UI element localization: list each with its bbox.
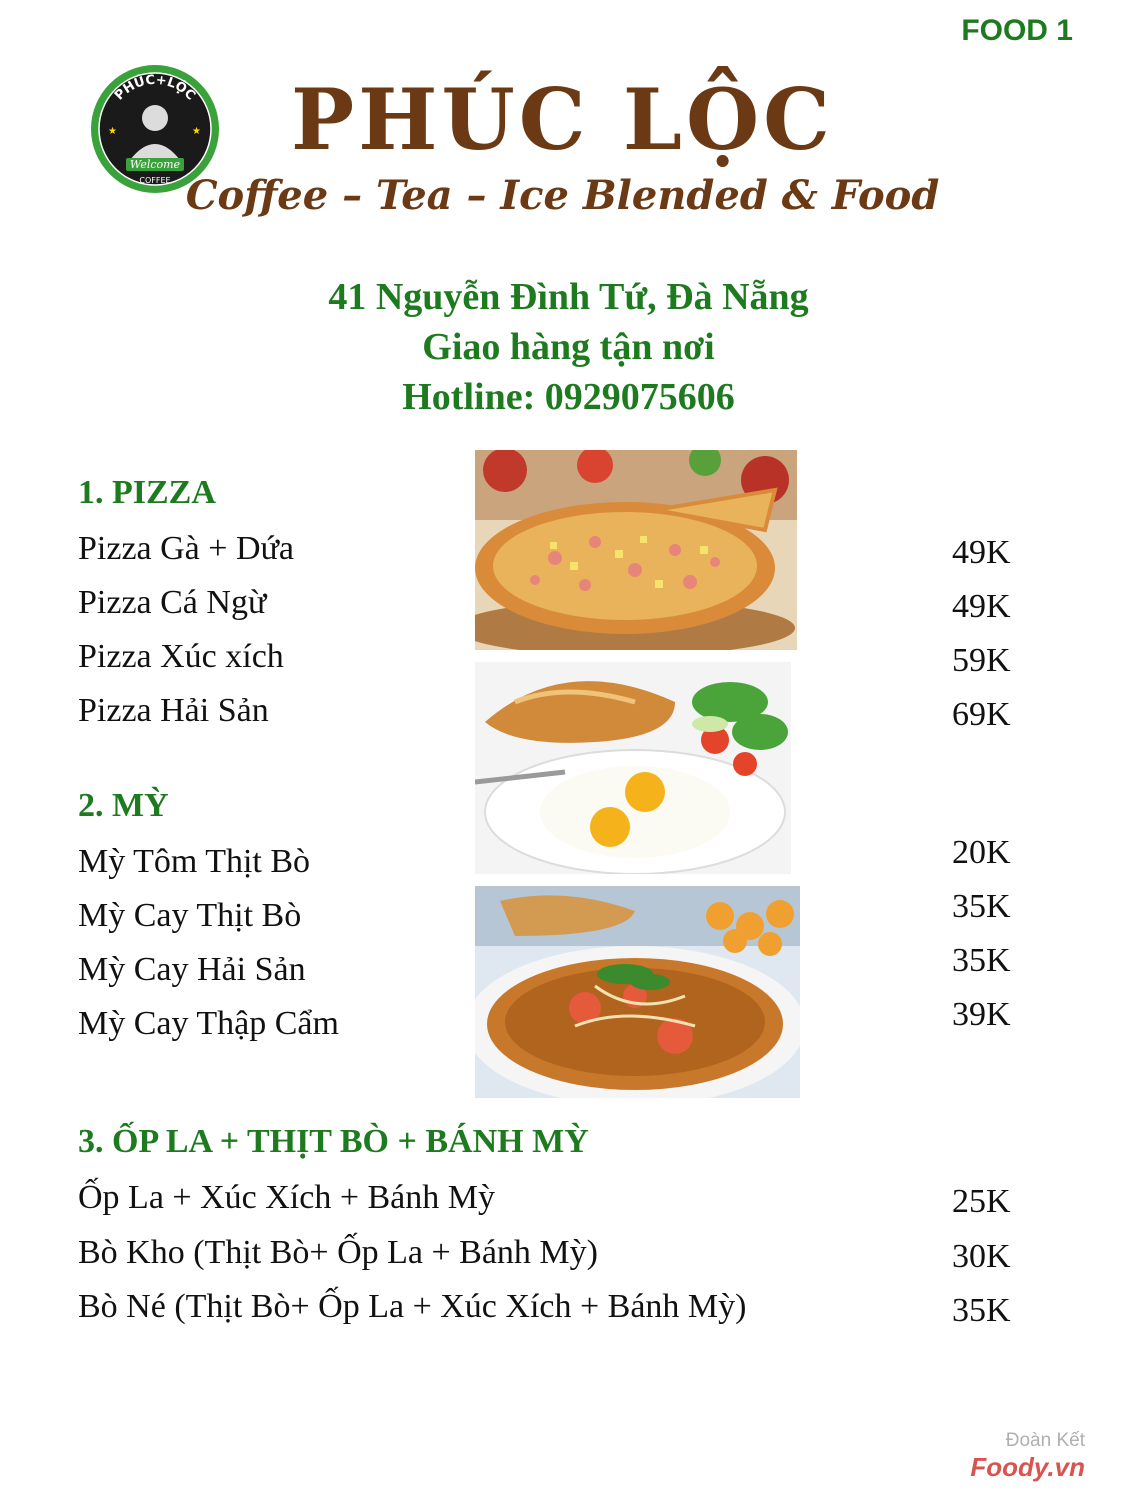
- logo-bottom-text: COFFEE: [139, 176, 171, 185]
- menu-item-price: 35K: [952, 1292, 1011, 1329]
- address: 41 Nguyễn Đình Tứ, Đà Nẵng: [328, 276, 809, 318]
- section-title-noodles: 2. MỲ: [78, 787, 169, 824]
- egg-bread-photo: [475, 662, 791, 874]
- hotline: Hotline: 0929075606: [402, 376, 735, 418]
- section-title-egg-beef-bread: 3. ỐP LA + THỊT BÒ + BÁNH MỲ: [78, 1123, 589, 1160]
- watermark-line1: Đoàn Kết: [1005, 1430, 1085, 1451]
- svg-text:★: ★: [192, 126, 201, 137]
- menu-item-price: 35K: [952, 942, 1011, 979]
- menu-item-name: Bò Né (Thịt Bò+ Ốp La + Xúc Xích + Bánh Mỳ): [78, 1288, 747, 1325]
- menu-item-name: Bò Kho (Thịt Bò+ Ốp La + Bánh Mỳ): [78, 1234, 598, 1271]
- svg-text:★: ★: [108, 126, 117, 137]
- menu-item-name: Mỳ Cay Thịt Bò: [78, 897, 302, 934]
- menu-item-price: 49K: [952, 588, 1011, 625]
- menu-item-name: Mỳ Tôm Thịt Bò: [78, 843, 311, 880]
- menu-item-price: 39K: [952, 996, 1011, 1033]
- brand-tagline: Coffee – Tea – Ice Blended & Food: [185, 172, 940, 219]
- menu-item-price: 49K: [952, 534, 1011, 571]
- page-label: FOOD 1: [961, 14, 1073, 47]
- watermark-line2: Foody.vn: [970, 1452, 1085, 1482]
- section-title-pizza: 1. PIZZA: [78, 474, 216, 511]
- menu-item-name: Pizza Hải Sản: [78, 692, 269, 729]
- delivery-note: Giao hàng tận nơi: [422, 326, 715, 368]
- menu-item-price: 30K: [952, 1238, 1011, 1275]
- menu-item-price: 59K: [952, 642, 1011, 679]
- foody-watermark: [970, 1430, 1085, 1483]
- menu-item-price: 25K: [952, 1183, 1011, 1220]
- menu-item-name: Pizza Cá Ngừ: [78, 584, 267, 621]
- logo-top-text: PHÚC+LỘC: [111, 72, 199, 104]
- noodle-soup-photo: [475, 886, 800, 1098]
- pizza-photo: [475, 450, 797, 650]
- menu-item-name: Pizza Gà + Dứa: [78, 530, 295, 567]
- menu-item-price: 20K: [952, 834, 1011, 871]
- menu-item-name: Mỳ Cay Thập Cẩm: [78, 1005, 339, 1042]
- menu-item-name: Ốp La + Xúc Xích + Bánh Mỳ: [78, 1179, 495, 1216]
- menu-item-name: Mỳ Cay Hải Sản: [78, 951, 306, 988]
- menu-item-price: 35K: [952, 888, 1011, 925]
- logo-mid-text: Welcome: [129, 158, 181, 171]
- menu-item-price: 69K: [952, 696, 1011, 733]
- menu-item-name: Pizza Xúc xích: [78, 638, 284, 675]
- brand-name: PHÚC LỘC: [291, 70, 834, 169]
